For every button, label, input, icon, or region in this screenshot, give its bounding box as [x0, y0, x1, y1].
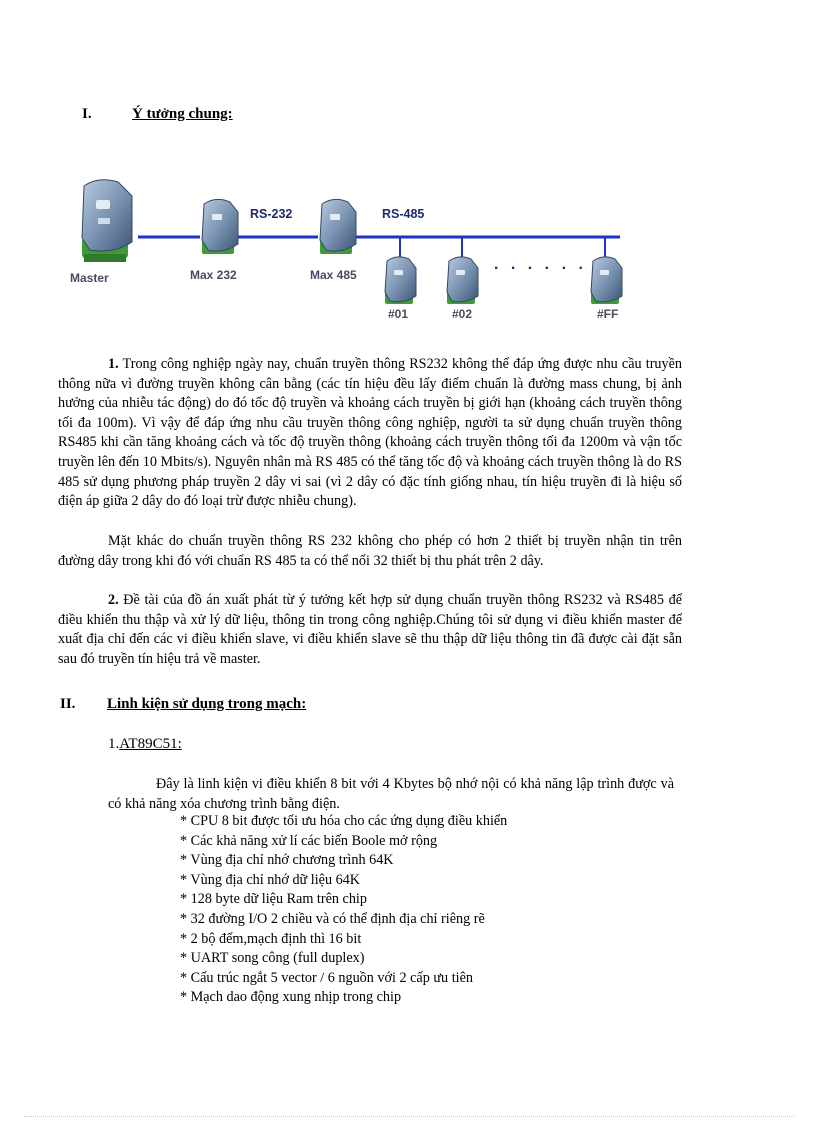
max232-label: Max 232	[190, 268, 237, 282]
paragraph-2-text: Đề tài của đồ án xuất phát từ ý tưởng kết hợp sử dụng chuẩn truyền thông RS232 và RS485 để điều khiển thu thập và xử lý dữ liệu, thông tin trong công nghiệp.Chúng tôi sử dụng vi điều khiển master để xuất địa chỉ đến các vi điều khiển slave, vi điều khiển slave sẽ thu thập dữ liệu thông tin đã được cài đặt sẵn sau đó truyền tín hiệu trả về master.	[58, 592, 682, 667]
network-diagram	[60, 170, 660, 330]
feature-list-item: * CPU 8 bit được tối ưu hóa cho các ứng dụng điều khiển	[180, 813, 508, 829]
paragraph-1	[58, 355, 682, 512]
feature-list-item: * 32 đường I/O 2 chiều và có thể định địa chỉ riêng rẽ	[180, 910, 485, 927]
slave-01-label: #01	[388, 307, 409, 321]
paragraph-2-number: 2.	[108, 592, 119, 608]
slave-02-device-icon	[447, 257, 478, 304]
feature-list-item: * Vùng địa chỉ nhớ dữ liệu 64K	[180, 871, 361, 888]
ellipsis-more-slaves: . . . . . .	[494, 256, 587, 273]
slave-02-label: #02	[452, 307, 473, 321]
section-2-title: Linh kiện sử dụng trong mạch:	[107, 696, 307, 712]
section-1-number: I.	[82, 106, 92, 122]
section-2-number: II.	[60, 696, 76, 712]
max485-label: Max 485	[310, 268, 357, 282]
feature-list-item: * Các khả năng xử lí các biến Boole mở rộng	[180, 832, 438, 849]
subsection-at89c51	[108, 736, 182, 753]
master-label: Master	[70, 271, 109, 285]
slave-ff-device-icon	[591, 257, 622, 304]
paragraph-2	[58, 591, 682, 669]
at89c51-intro: Đây là linh kiện vi điều khiển 8 bit với 4 Kbytes bộ nhớ nội có khả năng lập trình được và có khả năng xóa chương trình bằng điện.	[108, 776, 674, 812]
subsection-number: 1.	[108, 736, 120, 752]
paragraph-1-number: 1.	[108, 356, 119, 372]
feature-list-item: * Cấu trúc ngắt 5 vector / 6 nguồn với 2 cấp ưu tiên	[180, 969, 473, 986]
feature-list-item: * 128 byte dữ liệu Ram trên chip	[180, 891, 367, 908]
page-bottom-divider	[24, 1116, 794, 1117]
section-1-title: Ý tưởng chung:	[132, 106, 233, 122]
feature-list-item: * 2 bộ đếm,mạch định thì 16 bit	[180, 930, 362, 947]
master-device-icon	[82, 180, 132, 262]
feature-list	[180, 812, 507, 1008]
max485-device-icon	[320, 199, 356, 254]
subsection-title: AT89C51:	[119, 736, 182, 752]
feature-list-item: * UART song công (full duplex)	[180, 950, 365, 967]
rs485-label: RS-485	[382, 207, 425, 221]
paragraph-1-text: Trong công nghiệp ngày nay, chuẩn truyền thông RS232 không thể đáp ứng được nhu cầu truyền thông nữa vì đường truyền không cân bằng (các tín hiệu đều lấy điểm chuẩn là đường mass chung, bị ảnh hưởng của nhiễu tác động) do đó tốc độ truyền và khoảng cách truyền bị giới hạn (khoảng cách truyền thông tối đa 100m). Vì vậy để đáp ứng nhu cầu truyền thông công nghiệp, người ta sử dụng chuẩn truyền thông RS485 khi cần tăng khoảng cách và tốc độ truyền thông (khoảng cách truyền thông tối đa 1200m và vận tốc truyền lên đến 10 Mbits/s). Nguyên nhân mà RS 485 có thể tăng tốc độ và khoảng cách truyền thông là do RS 485 sử dụng phương pháp truyền 2 dây vi sai (vì 2 dây có đặc tính giống nhau, tín hiệu truyền đi là hiệu số điện áp giữa 2 dây do đó loại trừ được nhiễu chung).	[58, 356, 682, 510]
rs232-label: RS-232	[250, 207, 293, 221]
paragraph-1b: Mặt khác do chuẩn truyền thông RS 232 không cho phép có hơn 2 thiết bị truyền nhận tin trên đường dây trong khi đó với chuẩn RS 485 ta có thể nối 32 thiết bị thu phát trên 2 dây.	[58, 533, 682, 569]
feature-list-item: * Vùng địa chỉ nhớ chương trình 64K	[180, 852, 394, 869]
slave-ff-label: #FF	[597, 307, 619, 321]
slave-01-device-icon	[385, 257, 416, 304]
max232-device-icon	[202, 199, 238, 254]
feature-list-item: * Mạch dao động xung nhịp trong chip	[180, 989, 402, 1006]
